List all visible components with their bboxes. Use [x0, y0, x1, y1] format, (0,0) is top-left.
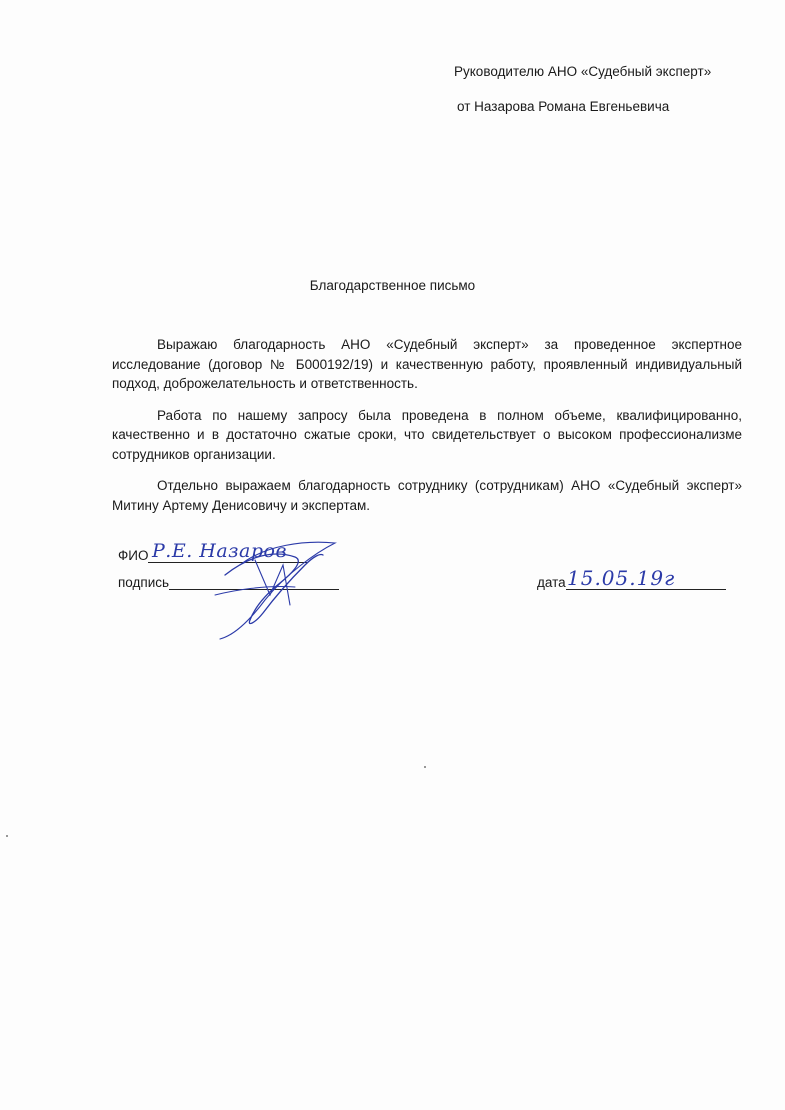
addressee-recipient: Руководителю АНО «Судебный эксперт» [454, 64, 712, 79]
addressee-sender: от Назарова Романа Евгеньевича [457, 99, 670, 114]
paragraph-1: Выражаю благодарность АНО «Судебный эксперт» за проведенное экспертное исследование (договор № Б000192/19) и качественную работу, проявленный индивидуальный подход, доброжелательность и ответственность. [112, 337, 742, 391]
letter-title: Благодарственное письмо [309, 278, 476, 293]
scan-speck [6, 835, 8, 837]
scan-speck [424, 766, 426, 768]
date-label: дата [537, 575, 566, 590]
handwritten-signature-icon [195, 535, 345, 645]
addressee-block [454, 62, 711, 117]
letter-body [112, 335, 742, 527]
date-handwritten: 15.05.19г [567, 566, 676, 590]
signature-label: подпись [118, 575, 170, 590]
fio-label: ФИО [118, 548, 149, 563]
paragraph-2: Работа по нашему запросу была проведена в полном объеме, квалифицированно, качественно и в достаточно сжатые сроки, что свидетельствует о высоком профессионализме сотрудников организации. [112, 407, 742, 462]
paragraph-3: Отдельно выражаем благодарность сотруднику (сотрудникам) АНО «Судебный эксперт» Митину Артему Денисовичу и экспертам. [112, 478, 742, 513]
fio-handwritten: Р.Е. Назаров [152, 540, 288, 562]
